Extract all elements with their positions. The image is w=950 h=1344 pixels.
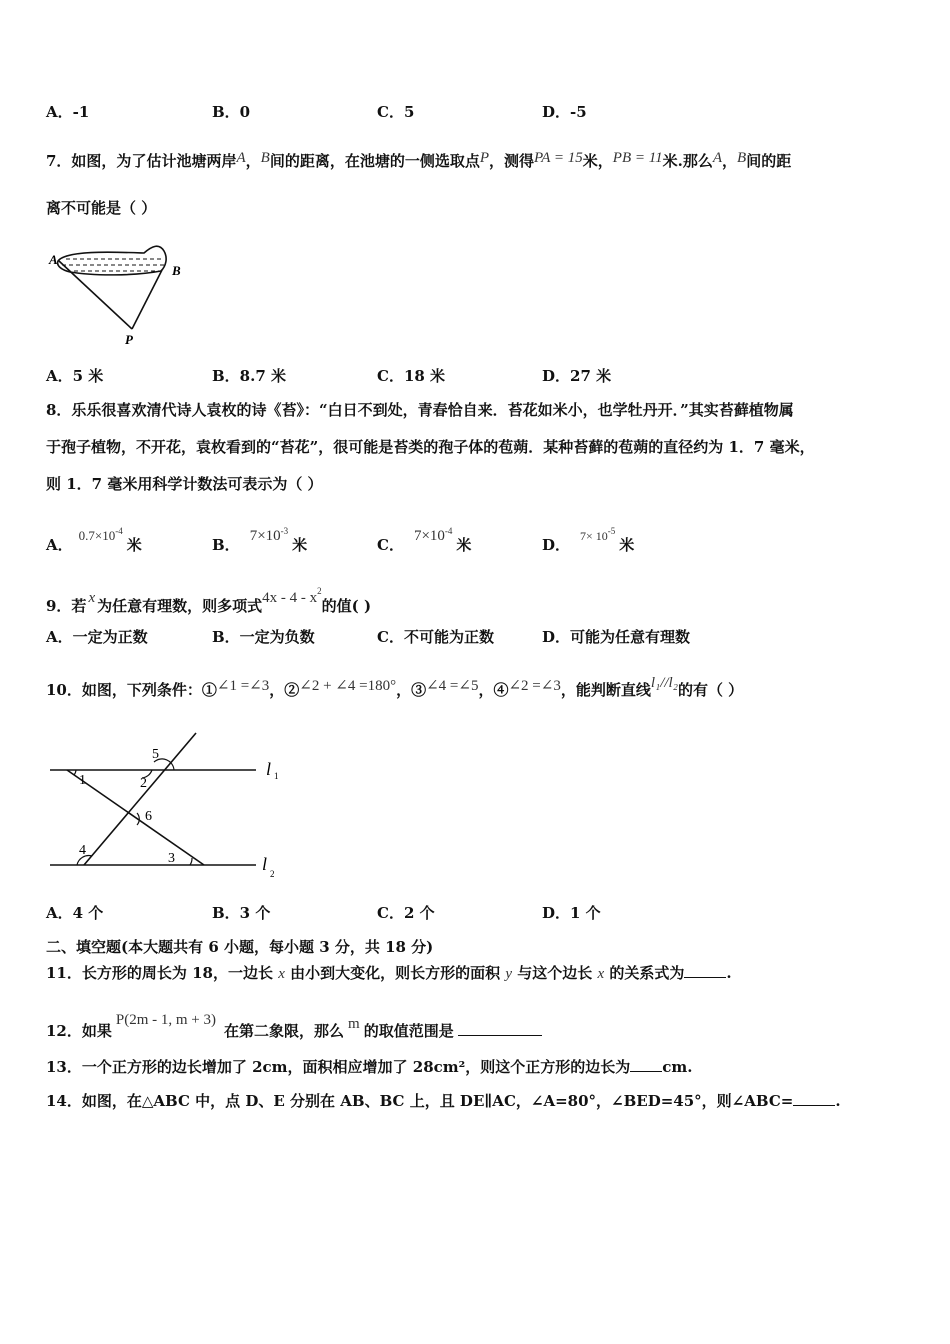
q10-option-b: B．3 个 <box>212 904 271 922</box>
segment-pb <box>132 270 162 329</box>
line-label-l2-sub: 2 <box>270 869 275 879</box>
q8-stem-line3: 则 1．7 毫米用科学计数法可表示为（ ） <box>46 475 323 493</box>
q6-option-b: B．0 <box>212 103 251 121</box>
angle-label-2: 2 <box>140 776 147 791</box>
label-p: P <box>125 332 133 347</box>
line-label-l1-sub: 1 <box>274 771 279 781</box>
q8-stem-line2: 于孢子植物，不开花，袁枚看到的“苔花”，很可能是苔类的孢子体的苞蒴．某种苔藓的苞蒴的直径约为 1．7 毫米， <box>46 438 815 456</box>
angle-label-1: 1 <box>79 773 86 788</box>
angle-label-4: 4 <box>79 843 86 858</box>
q13-answer-blank[interactable] <box>630 1056 662 1072</box>
q7-option-a: A．5 米 <box>46 367 104 385</box>
q10-stem: 10．如图，下列条件：①∠1 =∠3，②∠2 + ∠4 =180°，③∠4 =∠5，④∠2 =∠3，能判断直线l₁//l₂的有（ ） <box>46 675 744 699</box>
q6-option-a: A．-1 <box>46 103 90 121</box>
label-b: B <box>172 263 181 278</box>
line-label-l1: l <box>266 759 272 779</box>
q9-option-c: C．不可能为正数 <box>377 628 494 646</box>
transversal-1 <box>67 770 204 865</box>
parallel-lines-figure <box>44 730 294 885</box>
q7-option-d: D．27 米 <box>542 367 612 385</box>
q7-option-b: B．8.7 米 <box>212 367 286 385</box>
transversal-2 <box>84 733 196 865</box>
q9-option-b: B．一定为负数 <box>212 628 315 646</box>
q7-stem-line2: 离不可能是（ ） <box>46 199 157 217</box>
q8-option-a: A．$0.7\times 10^{-4}$米 <box>46 526 142 554</box>
q8-option-d: D． $^{7\times 10-5}$米 <box>542 526 635 554</box>
q9-option-a: A．一定为正数 <box>46 628 148 646</box>
angle-label-6: 6 <box>145 809 152 824</box>
pond-figure <box>44 240 204 350</box>
q8-option-b: B． $7\times 10^{-3}$米 <box>212 526 308 554</box>
q9-stem: 9．若 x 为任意有理数，则多项式$4x - 4 - x^2$的值( ) <box>46 586 372 615</box>
q8-stem-line1: 8．乐乐很喜欢清代诗人袁枚的诗《苔》：“白日不到处，青春恰自来．苔花如米小，也学牡丹开．”其实苔藓植物属 <box>46 401 794 419</box>
q10-option-c: C．2 个 <box>377 904 435 922</box>
q9-option-d: D．可能为任意有理数 <box>542 628 691 646</box>
q10-option-d: D．1 个 <box>542 904 601 922</box>
angle-arc-3 <box>190 858 192 865</box>
q10-option-a: A．4 个 <box>46 904 104 922</box>
angle-label-3: 3 <box>168 851 175 866</box>
label-a: A <box>49 252 58 267</box>
q14-answer-blank[interactable] <box>793 1090 835 1106</box>
q8-option-c: C． $7\times 10^{-4}$米 <box>377 526 472 554</box>
q11-answer-blank[interactable] <box>684 962 726 978</box>
q7-option-c: C．18 米 <box>377 367 446 385</box>
angle-label-5: 5 <box>152 747 159 762</box>
q11-stem: 11．长方形的周长为 18，一边长 x 由小到大变化，则长方形的面积 y 与这个边长 x 的关系式为 . <box>46 964 732 982</box>
q7-stem: 7．如图，为了估计池塘两岸A，B间的距离，在池塘的一侧选取点P，测得PA = 15米，PB = 11米.那么A，B间的距 <box>46 150 792 170</box>
q12-answer-blank[interactable] <box>458 1020 542 1036</box>
q12-stem: 12．如果P(2m - 1, m + 3)在第二象限，那么 m 的取值范围是 <box>46 1009 542 1042</box>
line-label-l2: l <box>262 854 268 874</box>
section-2-heading: 二、填空题(本大题共有 6 小题，每小题 3 分，共 18 分) <box>46 938 434 956</box>
q6-option-c: C．5 <box>377 103 415 121</box>
q13-stem: 13．一个正方形的边长增加了 2cm，面积相应增加了 28cm²，则这个正方形的边长为 cm. <box>46 1058 693 1076</box>
q14-stem: 14．如图，在△ABC 中，点 D、E 分别在 AB、BC 上，且 DE∥AC，∠A=80°，∠BED=45°，则∠ABC= . <box>46 1092 841 1110</box>
q6-option-d: D．-5 <box>542 103 587 121</box>
